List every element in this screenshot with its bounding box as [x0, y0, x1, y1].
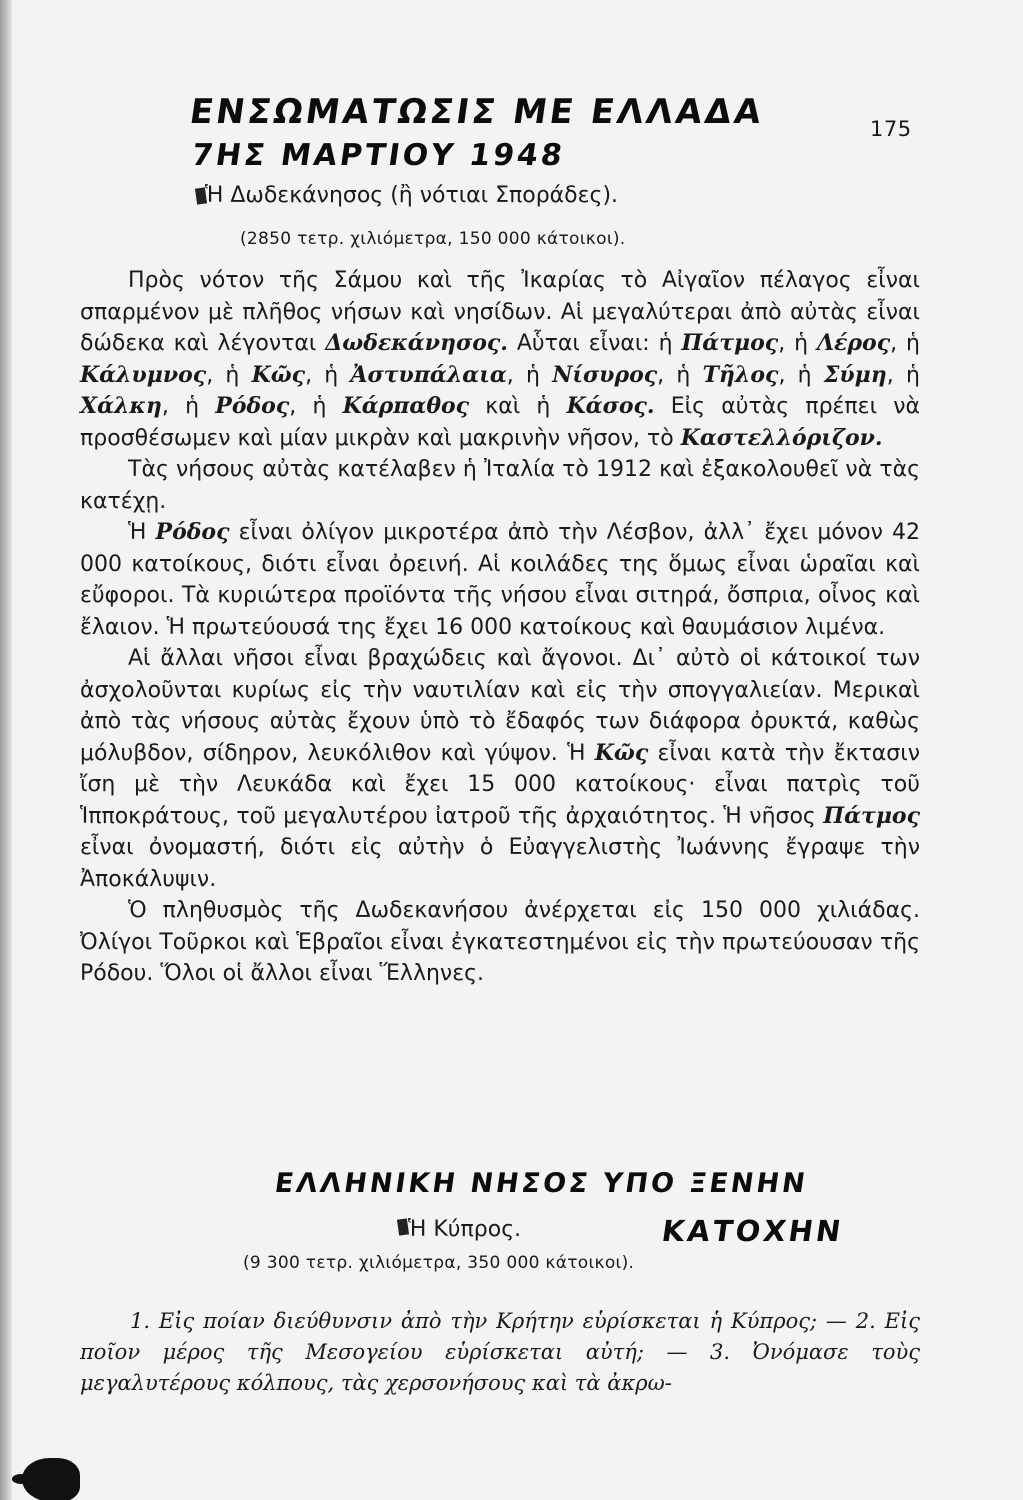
section-heading-cyprus: Ἡ Κύπρος.: [408, 1217, 522, 1242]
section-subtitle-cyprus: (9 300 τετρ. χιλιόμετρα, 350 000 κάτοικοι).: [243, 1253, 635, 1273]
paragraph: Ἡ Ρόδος εἶναι ὀλίγον μικροτέρα ἀπὸ τὴν Λέσβον, ἀλλ᾽ ἔχει μόνον 42 000 κατοίκους, διότι εἶναι ὀρεινή. Αἱ κοιλάδες της ὅμως εἶναι ὡραῖαι καὶ εὔφοροι. Τὰ κυριώτερα προϊόντα τῆς νήσου εἶναι σιτηρά, ὄσπρια, οἶνος καὶ ἔλαιον. Ἡ πρωτεύουσά της ἔχει 16 000 κατοίκους καὶ θαυμάσιον λιμένα.: [80, 519, 920, 640]
page-gutter-shadow: [0, 0, 12, 1500]
paragraph: Τὰς νήσους αὐτὰς κατέλαβεν ἡ Ἰταλία τὸ 1912 καὶ ἐξακολουθεῖ νὰ τὰς κατέχῃ.: [80, 457, 920, 514]
handwritten-note-top-2: 7ΗΣ ΜΑΡΤΙΟΥ 1948: [189, 138, 568, 173]
questions-text: 1. Εἰς ποίαν διεύθυνσιν ἀπὸ τὴν Κρήτην εὑρίσκεται ἡ Κύπρος; — 2. Εἰς ποῖον μέρος τῆς Μεσογείου εὑρίσκεται αὐτή; — 3. Ὀνόμασε τοὺς μεγαλυτέρους κόλπους, τὰς χερσονήσους καὶ τὰ ἀκρω-: [80, 1309, 920, 1395]
handwritten-note-bottom-2: ΚΑΤΟΧΗΝ: [659, 1214, 846, 1248]
ink-blot: [22, 1458, 80, 1500]
handwritten-note-bottom-1: ΕΛΛΗΝΙΚΗ ΝΗΣΟΣ ΥΠΟ ΞΕΝΗΝ: [272, 1168, 810, 1199]
handwritten-note-top-1: ΕΝΣΩΜΑΤΩΣΙΣ ΜΕ ΕΛΛΑΔΑ: [187, 92, 767, 132]
section-subtitle-dodecanese: (2850 τετρ. χιλιόμετρα, 150 000 κάτοικοι).: [240, 229, 626, 249]
paragraph: Πρὸς νότον τῆς Σάμου καὶ τῆς Ἰκαρίας τὸ Αἰγαῖον πέλαγος εἶναι σπαρμένον μὲ πλῆθος νήσων καὶ νησίδων. Αἱ μεγαλύτεραι ἀπὸ αὐτὰς εἶναι δώδεκα καὶ λέγονται Δωδεκάνησος. Αὗται εἶναι: ἡ Πάτμος, ἡ Λέρος, ἡ Κάλυμνος, ἡ Κῶς, ἡ Ἀστυπάλαια, ἡ Νίσυρος, ἡ Τῆλος, ἡ Σύμη, ἡ Χάλκη, ἡ Ρόδος, ἡ Κάρπαθος καὶ ἡ Κάσος. Εἰς αὐτὰς πρέπει νὰ προσθέσωμεν καὶ μίαν μικρὰν καὶ μακρινὴν νῆσον, τὸ Καστελλόριζον.: [80, 268, 921, 451]
section-heading-dodecanese: Ἡ Δωδεκάνησος (ἢ νότιαι Σποράδες).: [205, 183, 619, 208]
paragraph: Αἱ ἄλλαι νῆσοι εἶναι βραχώδεις καὶ ἄγονοι. Δι᾽ αὐτὸ οἱ κάτοικοί των ἀσχολοῦνται κυρίως εἰς τὴν ναυτιλίαν καὶ εἰς τὴν σπογγαλιείαν. Μερικαὶ ἀπὸ τὰς νήσους αὐτὰς ἔχουν ὑπὸ τὸ ἔδαφός των διάφορα ὀρυκτά, καθὼς μόλυβδον, σίδηρον, λευκόλιθον καὶ γύψον. Ἡ Κῶς εἶναι κατὰ τὴν ἔκτασιν ἴση μὲ τὴν Λευκάδα καὶ ἔχει 15 000 κατοίκους· εἶναι πατρὶς τοῦ Ἱπποκράτους, τοῦ μεγαλυτέρου ἰατροῦ τῆς ἀρχαιότητος. Ἡ νῆσος Πάτμος εἶναι ὀνομαστή, διότι εἰς αὐτὴν ὁ Εὐαγγελιστὴς Ἰωάννης ἔγραψε τὴν Ἀποκάλυψιν.: [80, 646, 920, 892]
page-number: 175: [870, 117, 912, 141]
body-text: [80, 265, 920, 990]
paragraph: Ὁ πληθυσμὸς τῆς Δωδεκανήσου ἀνέρχεται εἰς 150 000 χιλιάδας. Ὀλίγοι Τοῦρκοι καὶ Ἑβραῖοι εἶναι ἐγκατεστημένοι εἰς τὴν πρωτεύουσαν τῆς Ρόδου. Ὅλοι οἱ ἄλλοι εἶναι Ἕλληνες.: [80, 898, 920, 986]
